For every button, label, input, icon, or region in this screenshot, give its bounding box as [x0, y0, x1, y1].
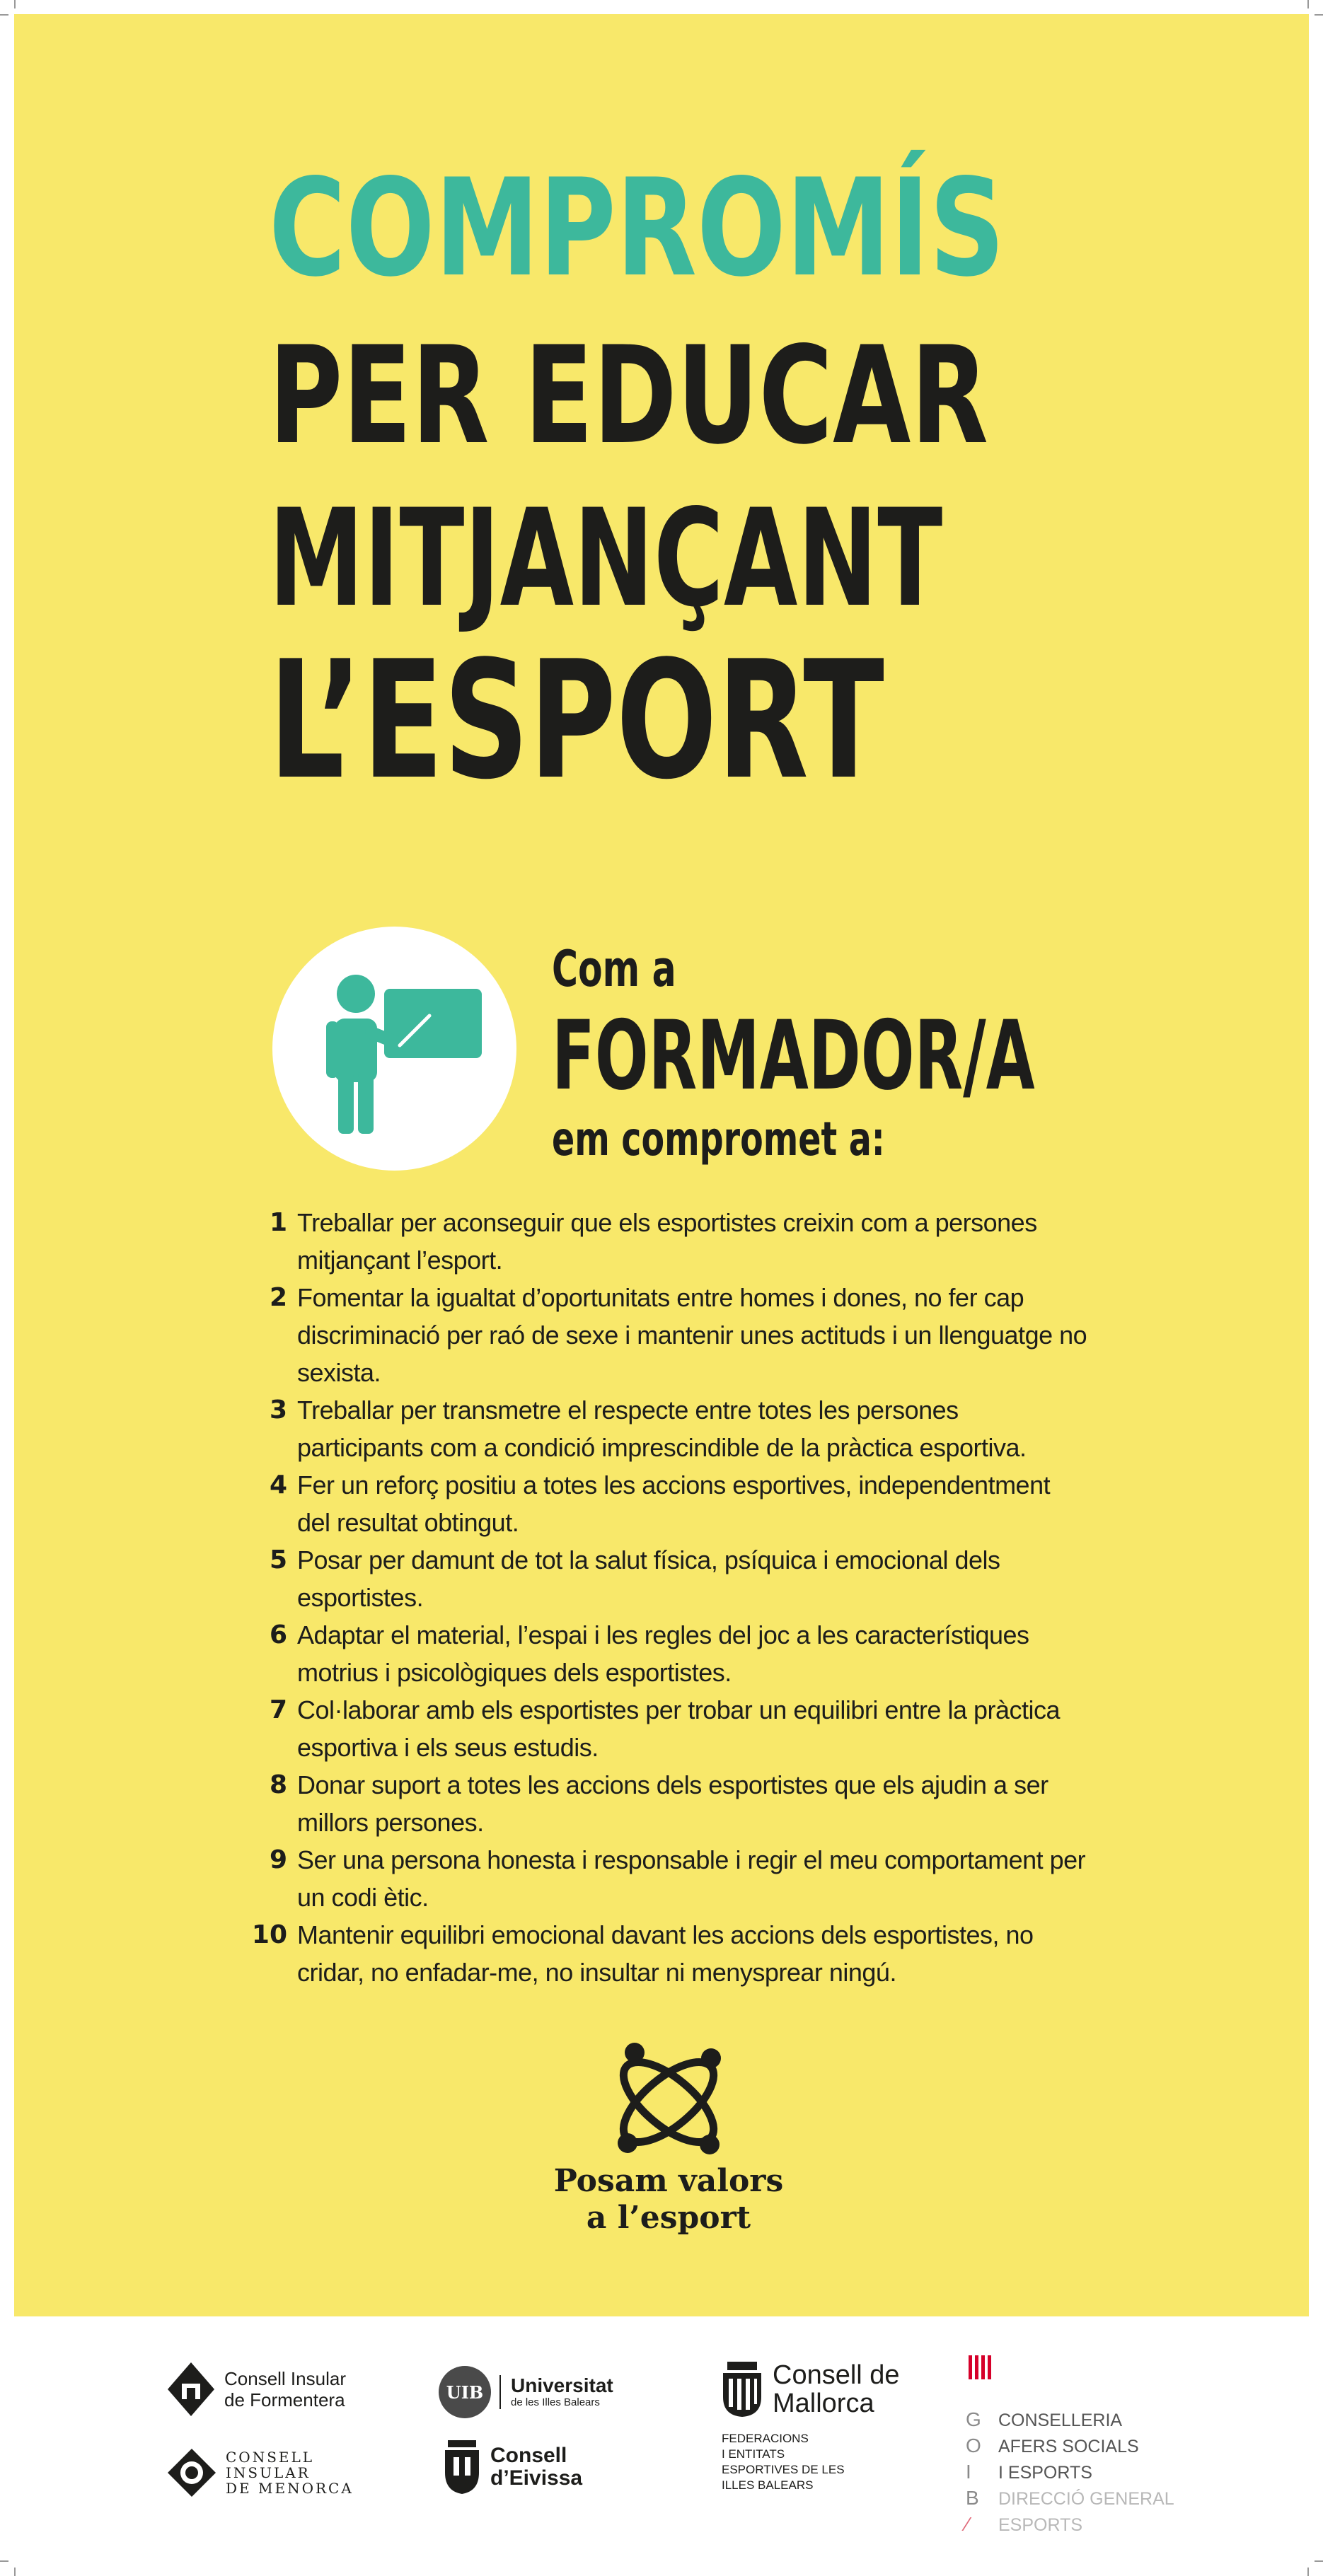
mallorca-line-2: Mallorca: [773, 2389, 874, 2418]
uib-badge-icon: UIB: [439, 2366, 491, 2418]
menorca-line-1: CONSELL: [226, 2449, 315, 2466]
goib-letter: O: [966, 2435, 981, 2456]
eivissa-crest-icon: [442, 2439, 482, 2495]
menorca-seal-icon: [166, 2447, 217, 2498]
goib-letter: B: [966, 2487, 979, 2509]
item-text: Donar suport a totes les accions dels esportistes que els ajudin a ser millors persones.: [297, 1770, 1048, 1837]
goib-slash-icon: ⁄: [966, 2513, 969, 2535]
teacher-icon: [272, 927, 516, 1171]
list-item: [241, 1466, 1090, 1541]
mallorca-line-1: Consell de: [773, 2360, 900, 2390]
goib-letter: G: [966, 2408, 981, 2430]
commitments-list: [241, 1204, 1090, 1991]
federacions-line-4: ILLES BALEARS: [722, 2478, 814, 2492]
logo-consell-mallorca: [720, 2360, 900, 2418]
item-number: 10: [251, 1920, 287, 1949]
title-line-2: PER EDUCAR: [269, 318, 989, 474]
item-number: 2: [269, 1283, 287, 1312]
item-text: Col·laborar amb els esportistes per trobar un equilibri entre la pràctica esportiva i els seus estudis.: [297, 1695, 1061, 1762]
crop-mark: [14, 2568, 16, 2576]
goib-line-2: AFERS SOCIALS: [998, 2437, 1139, 2456]
campaign-line-1: Posam valors: [553, 2163, 784, 2199]
eivissa-line-2: d’Eivissa: [490, 2466, 583, 2490]
posam-valors-logo-icon: [605, 2037, 732, 2164]
logo-consell-eivissa: [442, 2439, 582, 2495]
list-item: [241, 1841, 1090, 1916]
list-item: [241, 1691, 1090, 1766]
menorca-line-3: DE MENORCA: [226, 2480, 354, 2497]
crop-mark: [1307, 0, 1309, 8]
goib-letter: I: [966, 2461, 971, 2483]
crop-mark: [1315, 2560, 1323, 2562]
menorca-line-2: INSULAR: [226, 2464, 311, 2481]
item-text: Adaptar el material, l’espai i les regles del joc a les característiques motrius i psicològiques dels esportistes.: [297, 1620, 1029, 1687]
formentera-line-2: de Formentera: [224, 2389, 345, 2410]
crop-mark: [1307, 2568, 1309, 2576]
item-text: Fer un reforç positiu a totes les accions esportives, independentment del resultat obtingut.: [297, 1470, 1051, 1537]
campaign-line-2: a l’esport: [586, 2200, 751, 2236]
list-item: [241, 1766, 1090, 1841]
item-number: 9: [269, 1845, 287, 1874]
item-number: 1: [269, 1208, 287, 1237]
item-number: 6: [269, 1620, 287, 1649]
list-item: [241, 1204, 1090, 1279]
goib-line-1: CONSELLERIA: [998, 2410, 1123, 2430]
item-text: Mantenir equilibri emocional davant les accions dels esportistes, no cridar, no enfadar-me, no insultar ni menysprear ningú.: [297, 1920, 1034, 1987]
item-text: Posar per damunt de tot la salut física, psíquica i emocional dels esportistes.: [297, 1545, 1000, 1612]
campaign-name: [495, 2163, 842, 2236]
item-number: 5: [269, 1545, 287, 1574]
logo-goib: [966, 2355, 1174, 2537]
goib-line-4: DIRECCIÓ GENERAL: [998, 2489, 1174, 2509]
uib-line-2: de les Illes Balears: [511, 2396, 600, 2408]
item-text: Treballar per aconseguir que els esportistes creixin com a persones mitjançant l’esport.: [297, 1208, 1037, 1275]
goib-flag-icon: [969, 2355, 1174, 2379]
crop-mark: [0, 14, 8, 16]
crop-mark: [0, 2560, 8, 2562]
mallorca-crest-icon: [720, 2360, 764, 2418]
title-line-1: COMPROMÍS: [269, 150, 1005, 306]
goib-line-3: I ESPORTS: [998, 2463, 1092, 2483]
item-text: Fomentar la igualtat d’oportunitats entre homes i dones, no fer cap discriminació per raó de sexe i mantenir unes actituds i un llenguatge no sexista.: [297, 1283, 1087, 1387]
federacions-text: [722, 2431, 845, 2493]
formentera-shield-icon: [166, 2361, 216, 2418]
role-prefix: Com a: [552, 940, 676, 998]
role-name: FORMADOR/A: [552, 1000, 1035, 1111]
logo-consell-formentera: [166, 2361, 346, 2418]
eivissa-line-1: Consell: [490, 2444, 567, 2467]
list-item: [241, 1916, 1090, 1991]
crop-mark: [1315, 14, 1323, 16]
uib-line-1: Universitat: [511, 2374, 613, 2396]
item-text: Treballar per transmetre el respecte entre totes les persones participants com a condició imprescindible de la pràctica esportiva.: [297, 1396, 1027, 1462]
federacions-line-1: FEDERACIONS: [722, 2432, 809, 2445]
role-icon-circle: [272, 927, 516, 1171]
title-line-4: L’ESPORT: [269, 627, 884, 816]
role-suffix: em compromet a:: [552, 1112, 885, 1166]
title-line-3: MITJANÇANT: [269, 480, 943, 637]
federacions-line-2: I ENTITATS: [722, 2447, 785, 2461]
list-item: [241, 1616, 1090, 1691]
crop-mark: [14, 0, 16, 8]
item-text: Ser una persona honesta i responsable i regir el meu comportament per un codi ètic.: [297, 1845, 1086, 1912]
list-item: [241, 1391, 1090, 1466]
goib-line-5: ESPORTS: [998, 2515, 1083, 2535]
item-number: 7: [269, 1695, 287, 1724]
logo-uib: [439, 2366, 613, 2418]
item-number: 8: [269, 1770, 287, 1799]
item-number: 4: [269, 1470, 287, 1499]
item-number: 3: [269, 1396, 287, 1425]
logo-consell-menorca: [166, 2447, 354, 2498]
formentera-line-1: Consell Insular: [224, 2368, 346, 2389]
list-item: [241, 1541, 1090, 1616]
federacions-line-3: ESPORTIVES DE LES: [722, 2463, 845, 2476]
list-item: [241, 1279, 1090, 1391]
